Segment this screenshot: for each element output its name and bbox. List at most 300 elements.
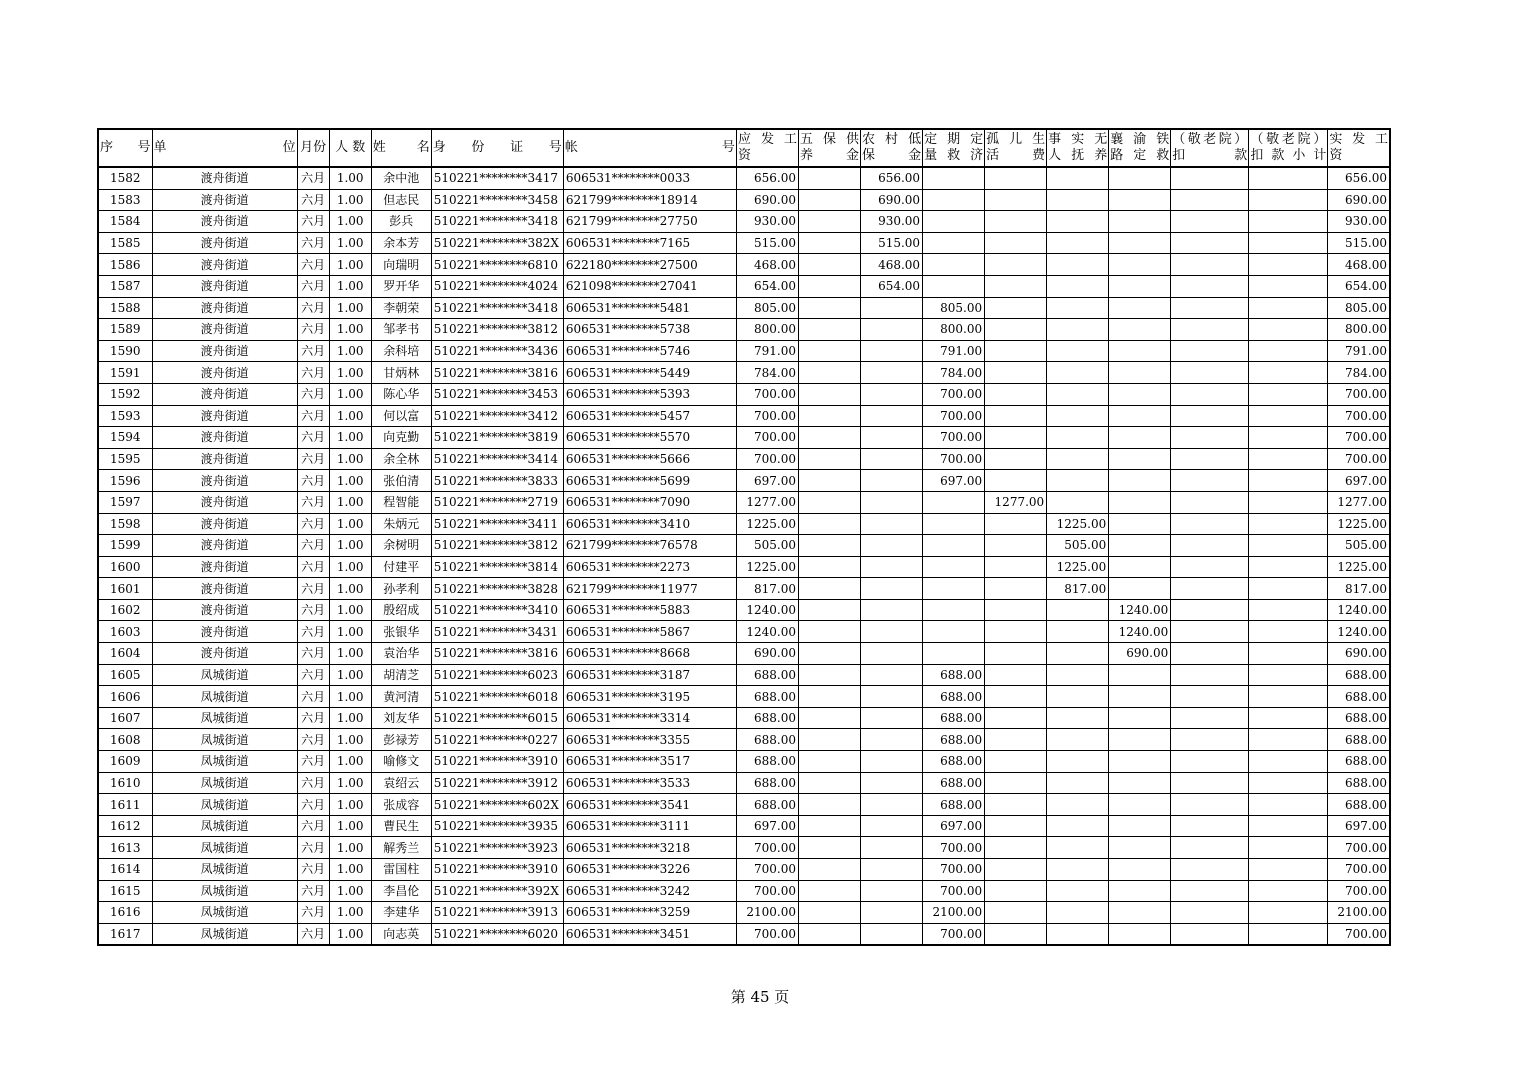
cell-seq: 1608 bbox=[98, 729, 152, 751]
table-row bbox=[98, 297, 1390, 319]
cell-month: 六月 bbox=[297, 772, 329, 794]
cell-de-facto-orphan bbox=[1047, 621, 1109, 643]
cell-orphan-living bbox=[985, 729, 1047, 751]
cell-railway-relief bbox=[1109, 427, 1171, 449]
cell-orphan-living bbox=[985, 535, 1047, 557]
cell-count: 1.00 bbox=[329, 923, 371, 945]
cell-nursing-deduction bbox=[1171, 794, 1249, 816]
cell-periodic-relief: 697.00 bbox=[923, 470, 985, 492]
cell-periodic-relief: 700.00 bbox=[923, 923, 985, 945]
cell-month: 六月 bbox=[297, 405, 329, 427]
cell-rural-allowance bbox=[861, 297, 923, 319]
cell-id-number: 510221********3910 bbox=[431, 751, 563, 773]
cell-month: 六月 bbox=[297, 211, 329, 233]
cell-unit: 凤城街道 bbox=[152, 794, 297, 816]
cell-periodic-relief: 688.00 bbox=[923, 729, 985, 751]
cell-nursing-deduction-subtotal bbox=[1249, 427, 1328, 449]
cell-seq: 1607 bbox=[98, 707, 152, 729]
cell-unit: 渡舟街道 bbox=[152, 319, 297, 341]
cell-nursing-deduction bbox=[1171, 211, 1249, 233]
cell-seq: 1589 bbox=[98, 319, 152, 341]
cell-name: 向瑞明 bbox=[371, 254, 431, 276]
cell-count: 1.00 bbox=[329, 686, 371, 708]
table-row bbox=[98, 513, 1390, 535]
cell-five-guarantee bbox=[798, 211, 860, 233]
cell-payable: 1225.00 bbox=[736, 513, 798, 535]
cell-account: 606531********3533 bbox=[563, 772, 736, 794]
cell-nursing-deduction-subtotal bbox=[1249, 599, 1328, 621]
cell-de-facto-orphan bbox=[1047, 643, 1109, 665]
cell-seq: 1585 bbox=[98, 232, 152, 254]
col-header-periodic-relief: 定 期 定 量 救 济 bbox=[923, 129, 985, 167]
cell-unit: 渡舟街道 bbox=[152, 599, 297, 621]
cell-periodic-relief bbox=[923, 167, 985, 189]
cell-nursing-deduction-subtotal bbox=[1249, 923, 1328, 945]
cell-payable: 697.00 bbox=[736, 470, 798, 492]
cell-five-guarantee bbox=[798, 923, 860, 945]
cell-five-guarantee bbox=[798, 772, 860, 794]
cell-railway-relief bbox=[1109, 751, 1171, 773]
cell-unit: 渡舟街道 bbox=[152, 556, 297, 578]
cell-nursing-deduction bbox=[1171, 751, 1249, 773]
cell-count: 1.00 bbox=[329, 772, 371, 794]
cell-nursing-deduction bbox=[1171, 189, 1249, 211]
cell-payable: 700.00 bbox=[736, 427, 798, 449]
cell-nursing-deduction-subtotal bbox=[1249, 556, 1328, 578]
cell-five-guarantee bbox=[798, 621, 860, 643]
cell-count: 1.00 bbox=[329, 751, 371, 773]
cell-payable: 700.00 bbox=[736, 923, 798, 945]
cell-periodic-relief bbox=[923, 643, 985, 665]
cell-de-facto-orphan bbox=[1047, 707, 1109, 729]
cell-nursing-deduction bbox=[1171, 686, 1249, 708]
cell-periodic-relief: 688.00 bbox=[923, 751, 985, 773]
cell-unit: 渡舟街道 bbox=[152, 513, 297, 535]
cell-five-guarantee bbox=[798, 319, 860, 341]
cell-seq: 1582 bbox=[98, 167, 152, 189]
cell-seq: 1594 bbox=[98, 427, 152, 449]
cell-net-pay: 700.00 bbox=[1328, 880, 1390, 902]
cell-orphan-living bbox=[985, 837, 1047, 859]
cell-de-facto-orphan: 817.00 bbox=[1047, 578, 1109, 600]
cell-unit: 渡舟街道 bbox=[152, 340, 297, 362]
cell-name: 余树明 bbox=[371, 535, 431, 557]
cell-name: 何以富 bbox=[371, 405, 431, 427]
cell-nursing-deduction bbox=[1171, 556, 1249, 578]
cell-periodic-relief: 688.00 bbox=[923, 707, 985, 729]
cell-nursing-deduction bbox=[1171, 772, 1249, 794]
cell-id-number: 510221********392X bbox=[431, 880, 563, 902]
cell-orphan-living bbox=[985, 880, 1047, 902]
cell-unit: 渡舟街道 bbox=[152, 254, 297, 276]
cell-periodic-relief bbox=[923, 275, 985, 297]
cell-month: 六月 bbox=[297, 729, 329, 751]
cell-seq: 1606 bbox=[98, 686, 152, 708]
cell-month: 六月 bbox=[297, 232, 329, 254]
cell-payable: 688.00 bbox=[736, 686, 798, 708]
cell-name: 余全林 bbox=[371, 448, 431, 470]
cell-net-pay: 700.00 bbox=[1328, 837, 1390, 859]
cell-railway-relief bbox=[1109, 232, 1171, 254]
cell-month: 六月 bbox=[297, 167, 329, 189]
cell-nursing-deduction bbox=[1171, 448, 1249, 470]
cell-seq: 1602 bbox=[98, 599, 152, 621]
cell-id-number: 510221********3411 bbox=[431, 513, 563, 535]
cell-nursing-deduction-subtotal bbox=[1249, 362, 1328, 384]
cell-name: 刘友华 bbox=[371, 707, 431, 729]
cell-payable: 1240.00 bbox=[736, 599, 798, 621]
cell-nursing-deduction bbox=[1171, 923, 1249, 945]
cell-de-facto-orphan bbox=[1047, 254, 1109, 276]
cell-seq: 1596 bbox=[98, 470, 152, 492]
cell-nursing-deduction bbox=[1171, 362, 1249, 384]
cell-de-facto-orphan bbox=[1047, 751, 1109, 773]
cell-unit: 凤城街道 bbox=[152, 772, 297, 794]
cell-rural-allowance bbox=[861, 383, 923, 405]
cell-de-facto-orphan bbox=[1047, 859, 1109, 881]
cell-account: 606531********3226 bbox=[563, 859, 736, 881]
cell-nursing-deduction bbox=[1171, 880, 1249, 902]
cell-payable: 700.00 bbox=[736, 448, 798, 470]
cell-payable: 700.00 bbox=[736, 859, 798, 881]
cell-count: 1.00 bbox=[329, 815, 371, 837]
cell-unit: 渡舟街道 bbox=[152, 643, 297, 665]
cell-name: 曹民生 bbox=[371, 815, 431, 837]
cell-de-facto-orphan bbox=[1047, 232, 1109, 254]
cell-account: 606531********3517 bbox=[563, 751, 736, 773]
cell-unit: 渡舟街道 bbox=[152, 448, 297, 470]
cell-name: 彭禄芳 bbox=[371, 729, 431, 751]
table-row bbox=[98, 556, 1390, 578]
cell-railway-relief bbox=[1109, 470, 1171, 492]
cell-orphan-living bbox=[985, 405, 1047, 427]
cell-rural-allowance bbox=[861, 815, 923, 837]
cell-month: 六月 bbox=[297, 362, 329, 384]
cell-name: 李建华 bbox=[371, 902, 431, 924]
cell-id-number: 510221********3418 bbox=[431, 211, 563, 233]
col-header-seq: 序 号 bbox=[98, 129, 152, 167]
cell-five-guarantee bbox=[798, 794, 860, 816]
cell-de-facto-orphan bbox=[1047, 491, 1109, 513]
cell-payable: 700.00 bbox=[736, 880, 798, 902]
cell-seq: 1616 bbox=[98, 902, 152, 924]
cell-account: 621098********27041 bbox=[563, 275, 736, 297]
cell-unit: 凤城街道 bbox=[152, 880, 297, 902]
cell-nursing-deduction-subtotal bbox=[1249, 275, 1328, 297]
col-header-unit: 单 位 bbox=[152, 129, 297, 167]
cell-id-number: 510221********3816 bbox=[431, 643, 563, 665]
cell-payable: 515.00 bbox=[736, 232, 798, 254]
cell-five-guarantee bbox=[798, 686, 860, 708]
cell-month: 六月 bbox=[297, 319, 329, 341]
cell-account: 606531********5738 bbox=[563, 319, 736, 341]
cell-month: 六月 bbox=[297, 578, 329, 600]
cell-periodic-relief bbox=[923, 556, 985, 578]
cell-de-facto-orphan bbox=[1047, 815, 1109, 837]
cell-count: 1.00 bbox=[329, 167, 371, 189]
cell-net-pay: 690.00 bbox=[1328, 189, 1390, 211]
table-row bbox=[98, 751, 1390, 773]
cell-name: 陈心华 bbox=[371, 383, 431, 405]
cell-account: 606531********3111 bbox=[563, 815, 736, 837]
cell-account: 606531********5883 bbox=[563, 599, 736, 621]
cell-net-pay: 1240.00 bbox=[1328, 599, 1390, 621]
cell-count: 1.00 bbox=[329, 535, 371, 557]
cell-nursing-deduction-subtotal bbox=[1249, 383, 1328, 405]
cell-payable: 700.00 bbox=[736, 405, 798, 427]
cell-rural-allowance bbox=[861, 470, 923, 492]
cell-count: 1.00 bbox=[329, 859, 371, 881]
cell-name: 罗开华 bbox=[371, 275, 431, 297]
cell-rural-allowance bbox=[861, 686, 923, 708]
cell-five-guarantee bbox=[798, 664, 860, 686]
cell-name: 喻修文 bbox=[371, 751, 431, 773]
cell-de-facto-orphan bbox=[1047, 297, 1109, 319]
cell-nursing-deduction bbox=[1171, 254, 1249, 276]
cell-five-guarantee bbox=[798, 362, 860, 384]
table-row bbox=[98, 167, 1390, 189]
cell-railway-relief bbox=[1109, 340, 1171, 362]
cell-payable: 690.00 bbox=[736, 189, 798, 211]
cell-name: 李朝荣 bbox=[371, 297, 431, 319]
cell-seq: 1614 bbox=[98, 859, 152, 881]
cell-five-guarantee bbox=[798, 427, 860, 449]
cell-de-facto-orphan bbox=[1047, 794, 1109, 816]
cell-count: 1.00 bbox=[329, 794, 371, 816]
cell-orphan-living bbox=[985, 211, 1047, 233]
cell-nursing-deduction bbox=[1171, 578, 1249, 600]
cell-rural-allowance bbox=[861, 405, 923, 427]
cell-orphan-living bbox=[985, 383, 1047, 405]
cell-unit: 凤城街道 bbox=[152, 686, 297, 708]
cell-account: 606531********7165 bbox=[563, 232, 736, 254]
cell-seq: 1604 bbox=[98, 643, 152, 665]
cell-count: 1.00 bbox=[329, 643, 371, 665]
cell-nursing-deduction-subtotal bbox=[1249, 448, 1328, 470]
cell-nursing-deduction-subtotal bbox=[1249, 535, 1328, 557]
cell-seq: 1598 bbox=[98, 513, 152, 535]
cell-railway-relief: 690.00 bbox=[1109, 643, 1171, 665]
cell-name: 张成容 bbox=[371, 794, 431, 816]
cell-rural-allowance bbox=[861, 491, 923, 513]
cell-account: 606531********2273 bbox=[563, 556, 736, 578]
cell-rural-allowance: 654.00 bbox=[861, 275, 923, 297]
cell-rural-allowance bbox=[861, 448, 923, 470]
cell-seq: 1588 bbox=[98, 297, 152, 319]
cell-orphan-living bbox=[985, 923, 1047, 945]
cell-count: 1.00 bbox=[329, 297, 371, 319]
cell-railway-relief bbox=[1109, 859, 1171, 881]
header-row bbox=[98, 129, 1390, 167]
cell-unit: 渡舟街道 bbox=[152, 211, 297, 233]
cell-orphan-living bbox=[985, 362, 1047, 384]
table-row bbox=[98, 772, 1390, 794]
cell-railway-relief bbox=[1109, 880, 1171, 902]
table-row bbox=[98, 902, 1390, 924]
cell-railway-relief bbox=[1109, 319, 1171, 341]
table-row bbox=[98, 211, 1390, 233]
cell-rural-allowance: 468.00 bbox=[861, 254, 923, 276]
cell-month: 六月 bbox=[297, 815, 329, 837]
cell-de-facto-orphan bbox=[1047, 470, 1109, 492]
cell-seq: 1592 bbox=[98, 383, 152, 405]
cell-month: 六月 bbox=[297, 664, 329, 686]
cell-account: 606531********5746 bbox=[563, 340, 736, 362]
cell-id-number: 510221********602X bbox=[431, 794, 563, 816]
cell-five-guarantee bbox=[798, 643, 860, 665]
table-row bbox=[98, 491, 1390, 513]
cell-month: 六月 bbox=[297, 556, 329, 578]
cell-unit: 凤城街道 bbox=[152, 837, 297, 859]
cell-rural-allowance bbox=[861, 772, 923, 794]
cell-net-pay: 791.00 bbox=[1328, 340, 1390, 362]
cell-seq: 1617 bbox=[98, 923, 152, 945]
cell-name: 朱炳元 bbox=[371, 513, 431, 535]
cell-net-pay: 805.00 bbox=[1328, 297, 1390, 319]
cell-periodic-relief bbox=[923, 211, 985, 233]
cell-unit: 渡舟街道 bbox=[152, 491, 297, 513]
cell-nursing-deduction bbox=[1171, 275, 1249, 297]
cell-net-pay: 690.00 bbox=[1328, 643, 1390, 665]
cell-nursing-deduction bbox=[1171, 340, 1249, 362]
cell-count: 1.00 bbox=[329, 599, 371, 621]
cell-periodic-relief bbox=[923, 578, 985, 600]
cell-unit: 凤城街道 bbox=[152, 751, 297, 773]
cell-month: 六月 bbox=[297, 923, 329, 945]
cell-nursing-deduction bbox=[1171, 232, 1249, 254]
cell-rural-allowance bbox=[861, 427, 923, 449]
cell-count: 1.00 bbox=[329, 275, 371, 297]
cell-id-number: 510221********3833 bbox=[431, 470, 563, 492]
cell-account: 606531********3355 bbox=[563, 729, 736, 751]
cell-orphan-living bbox=[985, 275, 1047, 297]
cell-name: 彭兵 bbox=[371, 211, 431, 233]
cell-payable: 805.00 bbox=[736, 297, 798, 319]
cell-account: 606531********8668 bbox=[563, 643, 736, 665]
cell-month: 六月 bbox=[297, 470, 329, 492]
cell-payable: 784.00 bbox=[736, 362, 798, 384]
cell-payable: 800.00 bbox=[736, 319, 798, 341]
cell-orphan-living bbox=[985, 427, 1047, 449]
cell-rural-allowance bbox=[861, 340, 923, 362]
cell-seq: 1613 bbox=[98, 837, 152, 859]
cell-periodic-relief: 700.00 bbox=[923, 427, 985, 449]
cell-periodic-relief bbox=[923, 189, 985, 211]
cell-count: 1.00 bbox=[329, 902, 371, 924]
cell-railway-relief bbox=[1109, 189, 1171, 211]
cell-de-facto-orphan: 1225.00 bbox=[1047, 556, 1109, 578]
table-row bbox=[98, 189, 1390, 211]
cell-nursing-deduction-subtotal bbox=[1249, 254, 1328, 276]
cell-id-number: 510221********3912 bbox=[431, 772, 563, 794]
cell-account: 621799********27750 bbox=[563, 211, 736, 233]
cell-count: 1.00 bbox=[329, 470, 371, 492]
cell-month: 六月 bbox=[297, 340, 329, 362]
cell-name: 余科培 bbox=[371, 340, 431, 362]
cell-payable: 1277.00 bbox=[736, 491, 798, 513]
col-header-account: 帐 号 bbox=[563, 129, 736, 167]
cell-orphan-living bbox=[985, 189, 1047, 211]
cell-payable: 468.00 bbox=[736, 254, 798, 276]
cell-id-number: 510221********3935 bbox=[431, 815, 563, 837]
cell-name: 袁治华 bbox=[371, 643, 431, 665]
cell-rural-allowance bbox=[861, 643, 923, 665]
cell-seq: 1603 bbox=[98, 621, 152, 643]
cell-seq: 1609 bbox=[98, 751, 152, 773]
cell-five-guarantee bbox=[798, 880, 860, 902]
cell-de-facto-orphan bbox=[1047, 880, 1109, 902]
cell-account: 606531********5867 bbox=[563, 621, 736, 643]
cell-de-facto-orphan bbox=[1047, 340, 1109, 362]
cell-periodic-relief: 700.00 bbox=[923, 859, 985, 881]
cell-account: 606531********3218 bbox=[563, 837, 736, 859]
cell-seq: 1586 bbox=[98, 254, 152, 276]
table-row bbox=[98, 707, 1390, 729]
cell-rural-allowance bbox=[861, 362, 923, 384]
cell-orphan-living bbox=[985, 448, 1047, 470]
cell-railway-relief: 1240.00 bbox=[1109, 621, 1171, 643]
cell-month: 六月 bbox=[297, 902, 329, 924]
cell-nursing-deduction bbox=[1171, 815, 1249, 837]
cell-id-number: 510221********3431 bbox=[431, 621, 563, 643]
cell-seq: 1591 bbox=[98, 362, 152, 384]
table-row bbox=[98, 880, 1390, 902]
cell-orphan-living bbox=[985, 297, 1047, 319]
cell-id-number: 510221********3418 bbox=[431, 297, 563, 319]
cell-nursing-deduction-subtotal bbox=[1249, 837, 1328, 859]
cell-payable: 1240.00 bbox=[736, 621, 798, 643]
cell-account: 621799********76578 bbox=[563, 535, 736, 557]
cell-railway-relief bbox=[1109, 383, 1171, 405]
cell-periodic-relief: 697.00 bbox=[923, 815, 985, 837]
cell-unit: 渡舟街道 bbox=[152, 427, 297, 449]
cell-nursing-deduction-subtotal bbox=[1249, 621, 1328, 643]
cell-name: 付建平 bbox=[371, 556, 431, 578]
cell-month: 六月 bbox=[297, 599, 329, 621]
cell-periodic-relief: 688.00 bbox=[923, 772, 985, 794]
cell-de-facto-orphan bbox=[1047, 427, 1109, 449]
table-row bbox=[98, 254, 1390, 276]
cell-five-guarantee bbox=[798, 535, 860, 557]
cell-nursing-deduction bbox=[1171, 167, 1249, 189]
cell-unit: 渡舟街道 bbox=[152, 232, 297, 254]
cell-count: 1.00 bbox=[329, 448, 371, 470]
table-row bbox=[98, 729, 1390, 751]
cell-count: 1.00 bbox=[329, 383, 371, 405]
cell-name: 程智能 bbox=[371, 491, 431, 513]
cell-month: 六月 bbox=[297, 707, 329, 729]
cell-five-guarantee bbox=[798, 491, 860, 513]
cell-nursing-deduction-subtotal bbox=[1249, 664, 1328, 686]
cell-rural-allowance bbox=[861, 859, 923, 881]
cell-five-guarantee bbox=[798, 815, 860, 837]
cell-periodic-relief: 700.00 bbox=[923, 448, 985, 470]
cell-account: 606531********3410 bbox=[563, 513, 736, 535]
col-header-five-guarantee: 五 保 供 养 金 bbox=[798, 129, 860, 167]
cell-account: 622180********27500 bbox=[563, 254, 736, 276]
cell-account: 606531********5449 bbox=[563, 362, 736, 384]
cell-net-pay: 817.00 bbox=[1328, 578, 1390, 600]
cell-seq: 1584 bbox=[98, 211, 152, 233]
cell-unit: 凤城街道 bbox=[152, 815, 297, 837]
cell-nursing-deduction-subtotal bbox=[1249, 405, 1328, 427]
cell-payable: 654.00 bbox=[736, 275, 798, 297]
cell-de-facto-orphan bbox=[1047, 772, 1109, 794]
col-header-railway-relief: 襄 渝 铁 路 定 救 bbox=[1109, 129, 1171, 167]
col-header-rural-allowance: 农 村 低 保 金 bbox=[861, 129, 923, 167]
cell-railway-relief bbox=[1109, 556, 1171, 578]
cell-nursing-deduction-subtotal bbox=[1249, 232, 1328, 254]
